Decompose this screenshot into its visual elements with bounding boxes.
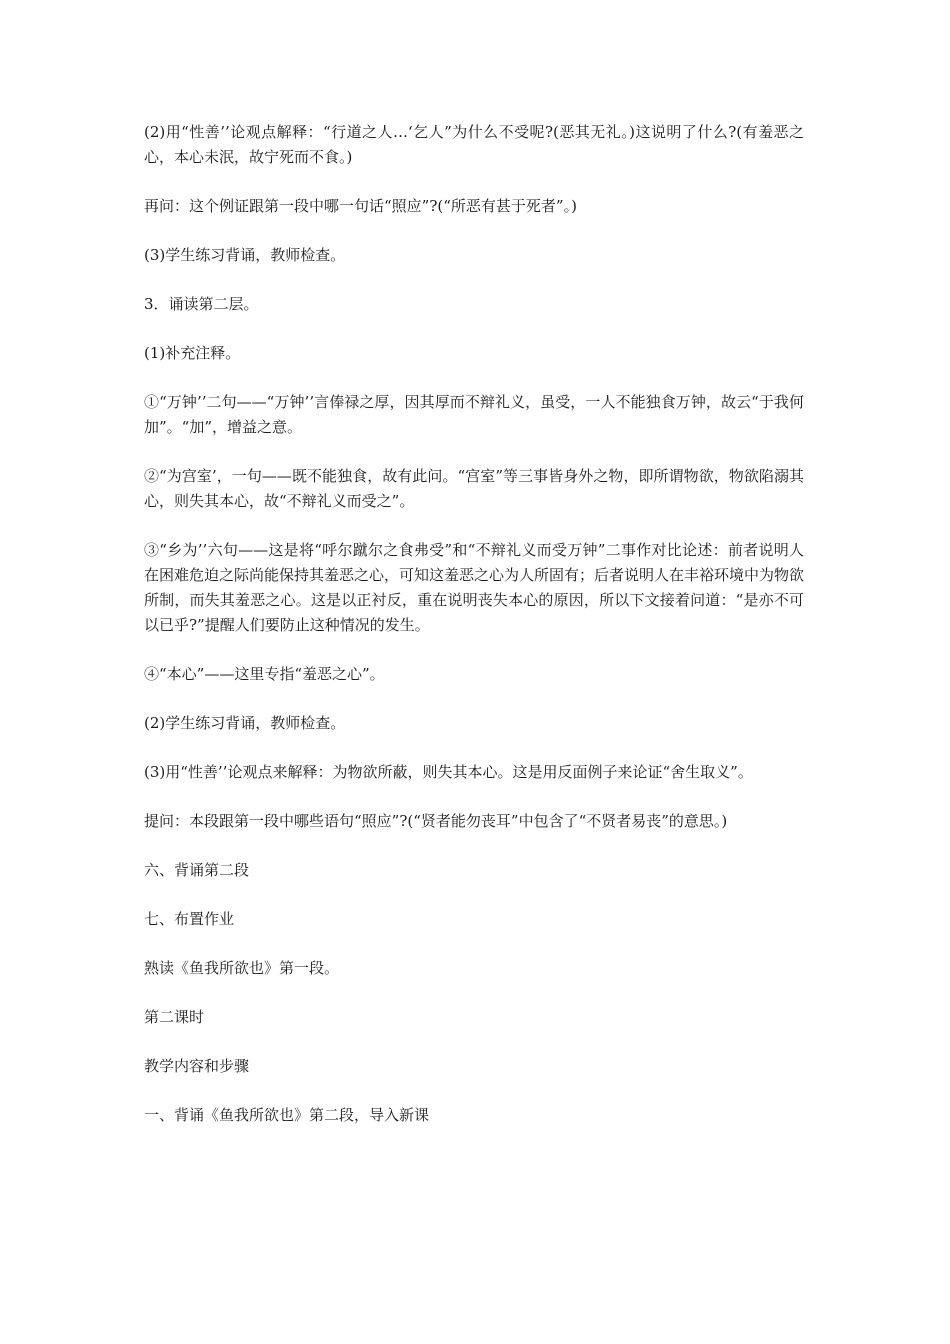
section-heading-1: 一、背诵《鱼我所欲也》第二段，导入新课 — [144, 1106, 430, 1124]
document-page — [144, 120, 804, 1152]
paragraph-7: ②“为宫室’，一句——既不能独食，故有此问。“宫室”等三事皆身外之物，即所谓物欲，物欲陷溺其心，则失其本心，故“不辩礼义而受之”。 — [144, 467, 804, 510]
paragraph-3: (3)学生练习背诵，教师检查。 — [144, 246, 346, 264]
paragraph-4: 3．诵读第二层。 — [144, 295, 259, 313]
paragraph-10: (2)学生练习背诵，教师检查。 — [144, 714, 346, 732]
section-heading-6: 六、背诵第二段 — [144, 861, 250, 879]
paragraph-1: (2)用“性善’’论观点解释：“行道之人…‘乞人”为什么不受呢?(恶其无礼。)这说明了什么?(有羞恶之心，本心未泯，故宁死而不食。) — [144, 123, 804, 166]
subheading: 教学内容和步骤 — [144, 1057, 250, 1075]
paragraph-9: ④“本心”——这里专指“羞恶之心”。 — [144, 665, 385, 683]
paragraph-12: 提问：本段跟第一段中哪些语句“照应”?(“贤者能勿丧耳”中包含了“不贤者易丧”的意思。) — [144, 812, 728, 830]
paragraph-6: ①“万钟’’二句——“万钟’’言俸禄之厚，因其厚而不辩礼义，虽受，一人不能独食万钟，故云“于我何加”。“加”，增益之意。 — [144, 393, 804, 436]
paragraph-11: (3)用“性善’’论观点来解释：为物欲所蔽，则失其本心。这是用反面例子来论证“舍生取义”。 — [144, 763, 753, 781]
section-heading-7: 七、布置作业 — [144, 910, 235, 928]
paragraph-5: (1)补充注释。 — [144, 344, 241, 362]
paragraph-8: ③“乡为’’六句——这是将“呼尔蹴尔之食弗受”和“不辩礼义而受万钟”二事作对比论述：前者说明人在困难危迫之际尚能保持其羞恶之心，可知这羞恶之心为人所固有；后者说明人在丰裕环境中为物欲所制，而失其羞恶之心。这是以正衬反，重在说明丧失本心的原因，所以下文接着问道：“是亦不可以已乎?”提醒人们要防止这种情况的发生。 — [144, 541, 805, 634]
paragraph-15: 熟读《鱼我所欲也》第一段。 — [144, 959, 340, 977]
lesson-heading: 第二课时 — [144, 1008, 205, 1026]
paragraph-2: 再问：这个例证跟第一段中哪一句话“照应”?(“所恶有甚于死者”。) — [144, 197, 577, 215]
